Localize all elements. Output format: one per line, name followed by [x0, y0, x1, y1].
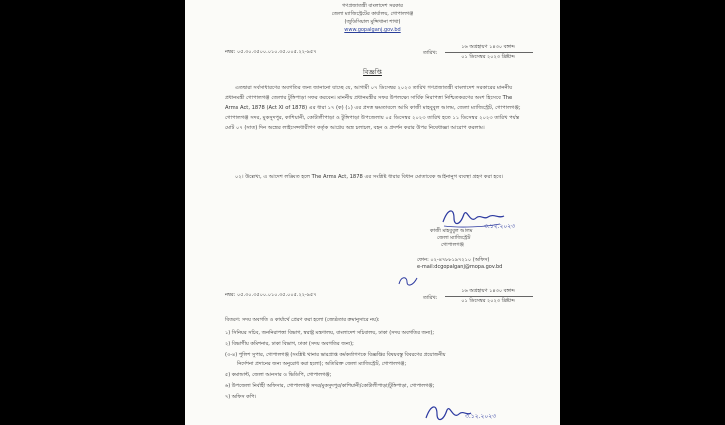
date-label-2: তারিখ:	[423, 295, 438, 301]
date-divider-2	[445, 296, 533, 297]
signer-phone: ফোন: ০২-৪৭৮৮১৯৭২১০ (অফিস)	[417, 257, 490, 263]
distribution-item: ১) সিনিয়র সচিব, জননিরাপত্তা বিভাগ, স্বরাষ্ট্র মন্ত্রণালয়, বাংলাদেশ সচিবালয়, ঢাকা (সদয় অবগতির জন্য);	[225, 330, 435, 336]
distribution-intro: বিতরণ: সদয় অবগতি ও কার্যার্থে প্রেরণ করা হলো (জ্যেষ্ঠতার ক্রমানুসারে নয়):	[225, 317, 380, 323]
memo-number-2: নম্বর: ০৫.৩০.৩৫০০.০১০.৩৫.০০৫.২২-৯৫৭	[225, 292, 317, 298]
signer-designation: জেলা ম্যাজিস্ট্রেট	[437, 235, 471, 241]
signature-1-date: ৩.১২.২০২৩	[484, 223, 516, 230]
signature-scribble	[440, 206, 520, 230]
distribution-item: ৫) কমান্ডান্ট, জেলা আনসার ও ভিডিপি, গোপালগঞ্জ;	[225, 372, 332, 378]
header-government: গণপ্রজাতন্ত্রী বাংলাদেশ সরকার	[342, 3, 403, 9]
header-section: (জুডিসিয়াল মুন্সিখানা শাখা)	[344, 19, 401, 25]
date-english: ০১ ডিসেম্বর ২০২৩ খ্রিষ্টাব্দ	[461, 54, 515, 60]
date-label: তারিখ:	[423, 50, 438, 56]
document-page	[185, 0, 560, 425]
signer-email[interactable]: e-mail:dcgopalganj@mopa.gov.bd	[417, 264, 503, 270]
body-paragraph-2: ০২। উল্লেখ্য, এ আদেশ লঙ্ঘিত হলে The Arms Act, 1878 এর সংশ্লিষ্ট ধারার বিধান মোতাবেক আইনানুগ ব্যবস্থা গ্রহণ করা হবে।	[235, 174, 504, 180]
distribution-item: ২) বিভাগীয় কমিশনার, ঢাকা বিভাগ, ঢাকা (সদয় অবগতির জন্য);	[225, 341, 354, 347]
date-bangla: ১৬ অগ্রহায়ণ ১৪৩০ বঙ্গাব্দ	[461, 44, 515, 50]
body-paragraph-1: এতদ্বারা সর্বসাধারণের অবগতির জন্য জানানো যাচ্ছে যে, আগামী ০৭ ডিসেম্বর ২০২৩ তারিখ গণপ্রজাতন্ত্রী বাংলাদেশ সরকারের মাননীয় প্রধানমন্ত্রী গোপালগঞ্জ জেলার টুঙ্গিপাড়া সফর করবেন। মাননীয় প্রধানমন্ত্রীর সফর উপলক্ষ্যে সার্বিক নিরাপত্তা নিশ্চিতকরণের অংশ হিসেবে The Arms Act, 1878 (Act XI of 1878) এর ধারা ১৭ (ক) (১) এর প্রদত্ত ক্ষমতাবলে আমি কাজী মাহবুবুল আলম, জেলা ম্যাজিস্ট্রেট, গোপালগঞ্জ; গোপালগঞ্জ সদর, মুকসুদপুর, কাশিয়ানী, কোটালীপাড়া ও টুঙ্গিপাড়া উপজেলায় ০৫ ডিসেম্বর ২০২৩ তারিখ হতে ১১ ডিসেম্বর ২০২৩ তারিখ পর্যন্ত মোট ০৭ (সাত) দিন অস্ত্রের লাইসেন্সধারীগণ কর্তৃক আগ্নেয় অস্ত্র চলাচল, বহন ও প্রদর্শন করার উপর নিষেধাজ্ঞা আরোপ করলাম।	[225, 85, 521, 131]
date-bangla-2: ১৬ অগ্রহায়ণ ১৪৩০ বঙ্গাব্দ	[461, 288, 515, 294]
initial-scribble	[395, 272, 425, 290]
distribution-item: ৬) উপজেলা নির্বাহী অফিসার, গোপালগঞ্জ সদর/মুকসুদপুর/কাশিয়ানী/কোটালীপাড়া/টুঙ্গিপাড়া, গোপালগঞ্জ;	[225, 383, 435, 389]
signer-name: কাজী মাহবুবুল আলম	[430, 228, 473, 234]
header-office: জেলা ম্যাজিস্ট্রেটের কার্যালয়, গোপালগঞ্জ	[331, 11, 414, 17]
date-divider	[445, 52, 533, 53]
signer-district: গোপালগঞ্জ	[441, 242, 464, 248]
date-english-2: ০১ ডিসেম্বর ২০২৩ খ্রিষ্টাব্দ	[461, 298, 515, 304]
notice-title: বিজ্ঞপ্তি	[363, 68, 382, 76]
distribution-item: ৭) অফিস কপি।	[225, 394, 257, 400]
signature-scribble-2	[423, 400, 503, 425]
memo-number: নম্বর: ০৫.৩০.৩৫০০.০১০.৩৫.০০৫.২২-৯৫৭	[225, 49, 317, 55]
distribution-item: (৩-৪) পুলিশ সুপার, গোপালগঞ্জ (সংশ্লিষ্ট থানার ভারপ্রাপ্ত কর্মকর্তাগণকে বিজ্ঞপ্তির বিষয়বস্তু বিবরণের প্রয়োজনীয়	[225, 352, 446, 358]
website-link[interactable]: www.gopalganj.gov.bd	[344, 27, 401, 33]
distribution-item-continued: নির্দেশনা প্রদানের জন্য অনুরোধ করা হলো); অতিরিক্ত জেলা ম্যাজিস্ট্রেট, গোপালগঞ্জ;	[237, 361, 407, 367]
signature-2-date: ৩.১২.২০২৩	[465, 413, 497, 420]
